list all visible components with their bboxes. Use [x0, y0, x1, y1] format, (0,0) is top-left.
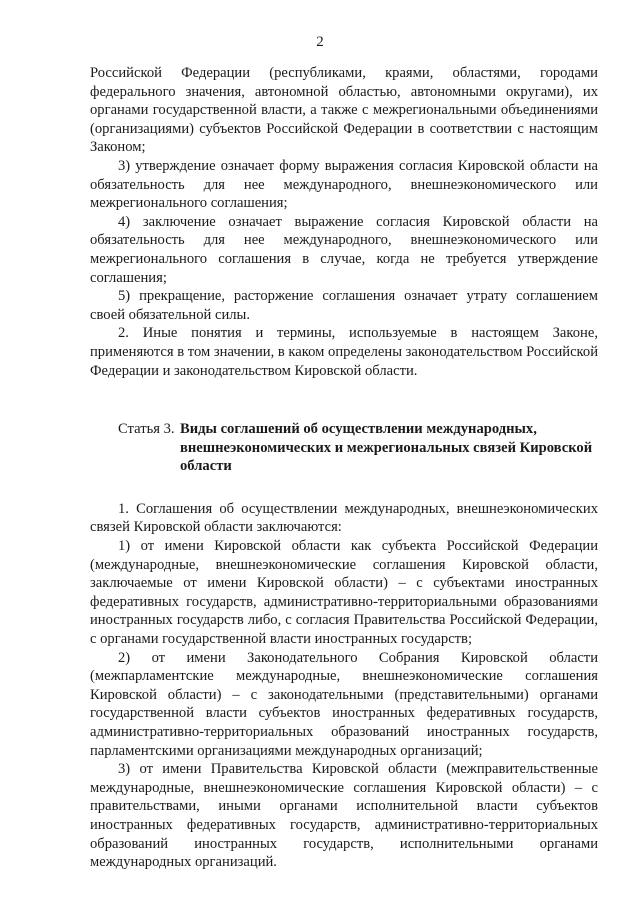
article-title: Виды соглашений об осуществлении международных, внешнеэкономических и межрегиональных связей Кировской области	[180, 421, 593, 475]
paragraph-item-3: 3) утверждение означает форму выражения согласия Кировской области на обязательность для нее международного, внешнеэкономического или межрегионального соглашения;	[90, 157, 598, 212]
paragraph-subitem-3: 3) от имени Правительства Кировской области (межправительственные международные, внешнеэкономические соглашения Кировской области) – с правительствами, иными органами исполнительной власти субъектов иностранных федеративных государств, административно-территориальных образований иностранных государств, исполнительными органами международных организаций.	[90, 761, 598, 871]
paragraph-subitem-2: 2) от имени Законодательного Собрания Кировской области (межпарламентские международные, внешнеэкономические соглашения Кировской области) – с законодательными (представительными) органами государственной власти субъектов иностранных федеративных государств, административно-территориальных образований иностранных государств, парламентскими организациями международных организаций;	[90, 649, 598, 759]
document-body	[90, 64, 598, 872]
paragraph-item-4: 4) заключение означает выражение согласия Кировской области на обязательность для нее международного, внешнеэкономического или межрегионального соглашения в случае, когда не требуется утверждение соглашения;	[90, 213, 598, 286]
spacer	[90, 380, 598, 404]
paragraph-continuation: Российской Федерации (республиками, краями, областями, городами федерального значения, автономной областью, автономными округами), их органами государственной власти, а также с межрегиональными объединениями (организациями) субъектов Российской Федерации в соответствии с настоящим Законом;	[90, 65, 598, 156]
paragraph-clause-1: 1. Соглашения об осуществлении международных, внешнеэкономических связей Кировской области заключаются:	[90, 500, 598, 536]
spacer	[90, 476, 598, 500]
paragraph-clause-2: 2. Иные понятия и термины, используемые в настоящем Законе, применяются в том значении, в каком определены законодательством Российской Федерации и законодательством Кировской области.	[90, 325, 599, 379]
paragraph-subitem-1: 1) от имени Кировской области как субъекта Российской Федерации (международные, внешнеэкономические соглашения Кировской области, заключаемые от имени Кировской области) – с субъектами иностранных федеративных государств, административно-территориальными образованиями иностранных государств либо, с согласия Правительства Российской Федерации, с органами государственной власти иностранных государств;	[90, 538, 598, 648]
paragraph-item-5: 5) прекращение, расторжение соглашения означает утрату соглашением своей обязательной силы.	[90, 288, 598, 323]
article-heading	[90, 420, 598, 476]
page-number: 2	[316, 34, 324, 50]
article-number: Статья 3.	[118, 421, 175, 438]
